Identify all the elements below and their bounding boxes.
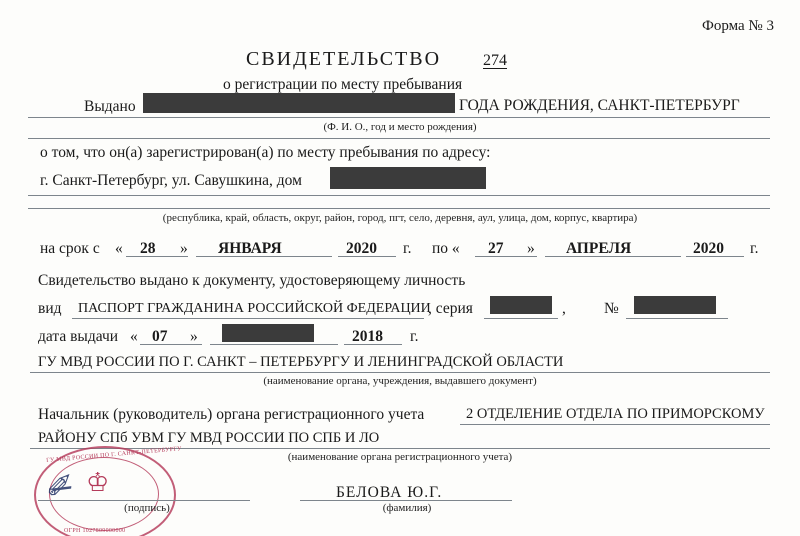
term-year-to-rule (686, 256, 744, 257)
identity-date-day-rule (140, 344, 202, 345)
chief-org-line1: 2 ОТДЕЛЕНИЕ ОТДЕЛА ПО ПРИМОРСКОМУ (466, 406, 765, 422)
term-year-to: 2020 (693, 240, 724, 257)
identity-date-year: 2018 (352, 328, 383, 345)
redaction-address (330, 167, 486, 189)
term-po: по « (432, 240, 460, 257)
term-g-to: г. (750, 240, 759, 257)
chief-label: Начальник (руководитель) органа регистрационного учета (38, 406, 425, 423)
caption-fio: (Ф. И. О., год и место рождения) (323, 121, 477, 133)
term-month-to: АПРЕЛЯ (566, 240, 632, 257)
redaction-fio (143, 93, 455, 113)
identity-kind-label: вид (38, 300, 62, 317)
redaction-number (634, 296, 716, 314)
chief-surname: БЕЛОВА Ю.Г. (336, 484, 443, 501)
caption-address: (республика, край, область, округ, район, город, пгт, село, деревня, аул, улица, дом, корпус, квартира) (162, 212, 638, 224)
identity-series-rule (484, 318, 558, 319)
identity-date-label: дата выдачи (38, 328, 119, 345)
identity-number-rule (626, 318, 728, 319)
identity-intro: Свидетельство выдано к документу, удостоверяющему личность (38, 272, 466, 289)
term-quote-open: « (115, 240, 123, 257)
redaction-series (490, 296, 552, 314)
caption-surname: (фамилия) (382, 502, 432, 514)
identity-date-year-rule (344, 344, 402, 345)
term-quote-close-2: » (527, 240, 535, 257)
address-rule (28, 195, 770, 196)
page-subtitle: о регистрации по месту пребывания (223, 76, 463, 93)
term-day-from-rule (126, 256, 188, 257)
chief-org-line2: РАЙОНУ СПб УВМ ГУ МВД РОССИИ ПО СПБ И ЛО (38, 430, 380, 446)
caption-authority: (наименование органа, учреждения, выдавшего документ) (263, 375, 537, 387)
redaction-date-month (222, 324, 314, 342)
identity-number-label: № (604, 300, 619, 317)
term-year-from-rule (338, 256, 396, 257)
signature-rule (38, 500, 250, 501)
term-quote-close: » (180, 240, 188, 257)
identity-kind-value: ПАСПОРТ ГРАЖДАНИНА РОССИЙСКОЙ ФЕДЕРАЦИИ (78, 301, 431, 316)
term-prefix: на срок с (40, 240, 100, 257)
form-number: Форма № 3 (702, 18, 774, 34)
identity-kind-rule (72, 318, 424, 319)
blank-rule-1 (28, 138, 770, 139)
identity-authority: ГУ МВД РОССИИ ПО Г. САНКТ – ПЕТЕРБУРГУ И ЛЕНИНГРАДСКОЙ ОБЛАСТИ (38, 354, 564, 370)
identity-date-day: 07 (152, 328, 168, 345)
issued-label: Выдано (84, 98, 136, 115)
identity-date-month-rule (210, 344, 338, 345)
term-month-from: ЯНВАРЯ (218, 240, 282, 257)
issued-value-tail: ГОДА РОЖДЕНИЯ, САНКТ-ПЕТЕРБУРГ (459, 97, 740, 114)
identity-series-label: , серия (428, 300, 473, 317)
stamp-top-text: ГУ МВД РОССИИ ПО Г. САНКТ-ПЕТЕРБУРГУ (45, 446, 182, 464)
term-month-from-rule (196, 256, 332, 257)
registered-text: о том, что он(а) зарегистрирован(а) по месту пребывания по адресу: (40, 144, 491, 161)
identity-date-g: г. (410, 328, 419, 345)
caption-org: (наименование органа регистрационного учета) (287, 451, 513, 463)
signature-mark: ✐̶ (42, 469, 72, 506)
identity-authority-rule (30, 372, 770, 373)
issued-rule (28, 117, 770, 118)
term-day-to: 27 (488, 240, 504, 257)
identity-date-quote-close: » (190, 328, 198, 345)
certificate-number: 274 (483, 52, 507, 69)
double-eagle-icon: ♔ (86, 468, 110, 497)
address-rule-2 (28, 208, 770, 209)
stamp-bottom-text: ОГРН 1027809000000 (64, 528, 126, 534)
page-title: СВИДЕТЕЛЬСТВО (246, 48, 442, 70)
term-month-to-rule (545, 256, 681, 257)
surname-rule (300, 500, 512, 501)
caption-signature: (подпись) (124, 502, 170, 514)
term-day-from: 28 (140, 240, 156, 257)
term-g-from: г. (403, 240, 412, 257)
identity-series-comma: , (562, 300, 566, 317)
term-day-to-rule (475, 256, 537, 257)
address-value: г. Санкт-Петербург, ул. Савушкина, дом (40, 172, 302, 189)
term-year-from: 2020 (346, 240, 377, 257)
chief-org-rule-1 (460, 424, 770, 425)
identity-date-quote-open: « (130, 328, 138, 345)
